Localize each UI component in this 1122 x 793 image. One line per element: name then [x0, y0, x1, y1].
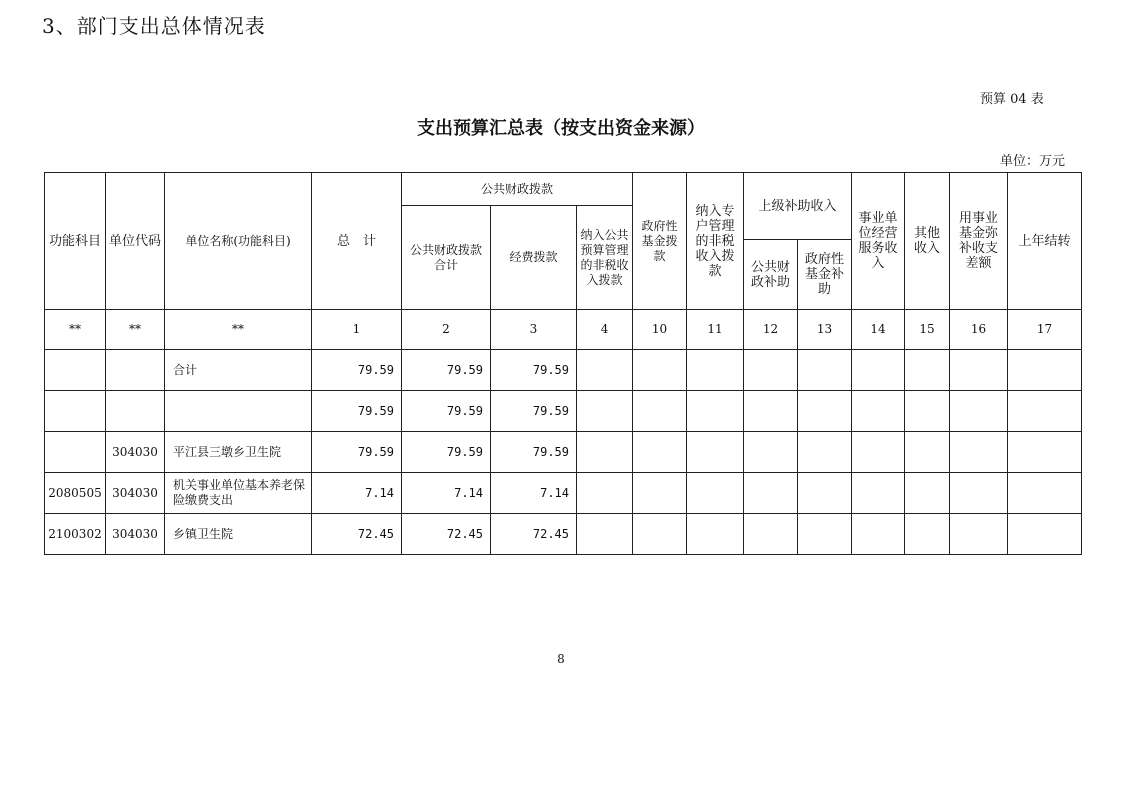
page-number: 8	[557, 652, 565, 666]
func-code-cell: 2100302	[45, 514, 106, 555]
header-unit-name: 单位名称(功能科目)	[165, 173, 312, 310]
operating-cell: 72.45	[491, 514, 577, 555]
empty-cell	[798, 473, 852, 514]
index-cell: 10	[633, 310, 687, 350]
operating-cell: 79.59	[491, 432, 577, 473]
func-code-cell	[45, 391, 106, 432]
index-row	[45, 310, 1082, 350]
empty-cell	[905, 473, 950, 514]
unit-code-cell	[106, 391, 165, 432]
index-cell: **	[106, 310, 165, 350]
index-cell: 3	[491, 310, 577, 350]
empty-cell	[633, 514, 687, 555]
empty-cell	[1008, 432, 1082, 473]
header-fund-balance: 用事业基金弥补收支差额	[950, 173, 1008, 310]
header-other-income: 其他收入	[905, 173, 950, 310]
section-title: 3、部门支出总体情况表	[42, 14, 266, 38]
func-code-cell	[45, 432, 106, 473]
total-cell: 79.59	[312, 391, 402, 432]
empty-cell	[905, 350, 950, 391]
total-cell: 79.59	[312, 432, 402, 473]
operating-cell: 79.59	[491, 350, 577, 391]
pf-total-cell: 79.59	[402, 432, 491, 473]
empty-cell	[577, 432, 633, 473]
empty-cell	[744, 473, 798, 514]
total-cell: 79.59	[312, 350, 402, 391]
table-row	[45, 514, 1082, 555]
empty-cell	[852, 350, 905, 391]
func-code-cell: 2080505	[45, 473, 106, 514]
empty-cell	[1008, 350, 1082, 391]
empty-cell	[687, 432, 744, 473]
empty-cell	[1008, 473, 1082, 514]
header-unit-code: 单位代码	[106, 173, 165, 310]
empty-cell	[687, 391, 744, 432]
index-cell: 4	[577, 310, 633, 350]
empty-cell	[633, 350, 687, 391]
unit-code-cell: 304030	[106, 473, 165, 514]
empty-cell	[633, 432, 687, 473]
empty-cell	[1008, 514, 1082, 555]
index-cell: 2	[402, 310, 491, 350]
empty-cell	[1008, 391, 1082, 432]
empty-cell	[687, 473, 744, 514]
index-cell: 17	[1008, 310, 1082, 350]
empty-cell	[744, 514, 798, 555]
total-cell: 72.45	[312, 514, 402, 555]
pf-total-cell: 7.14	[402, 473, 491, 514]
empty-cell	[687, 350, 744, 391]
empty-cell	[633, 473, 687, 514]
document-title: 支出预算汇总表（按支出资金来源）	[417, 118, 705, 139]
empty-cell	[798, 514, 852, 555]
operating-cell: 7.14	[491, 473, 577, 514]
empty-cell	[687, 514, 744, 555]
empty-cell	[852, 473, 905, 514]
empty-cell	[950, 350, 1008, 391]
header-business-income: 事业单位经营服务收入	[852, 173, 905, 310]
table-number: 预算 04 表	[980, 92, 1044, 107]
empty-cell	[852, 432, 905, 473]
index-cell: 14	[852, 310, 905, 350]
empty-cell	[905, 514, 950, 555]
unit-name-cell: 机关事业单位基本养老保险缴费支出	[165, 473, 312, 514]
empty-cell	[950, 514, 1008, 555]
operating-cell: 79.59	[491, 391, 577, 432]
empty-cell	[744, 391, 798, 432]
table-row	[45, 350, 1082, 391]
func-code-cell	[45, 350, 106, 391]
index-cell: **	[165, 310, 312, 350]
empty-cell	[852, 391, 905, 432]
unit-name-cell: 乡镇卫生院	[165, 514, 312, 555]
index-cell: 12	[744, 310, 798, 350]
header-special-nontax: 纳入专户管理的非税收入拨款	[687, 173, 744, 310]
empty-cell	[577, 391, 633, 432]
header-gov-fund-subsidy: 政府性基金补助	[798, 240, 852, 310]
unit-label: 单位：万元	[1000, 154, 1066, 169]
header-operating-funds: 经费拨款	[491, 206, 577, 310]
header-public-finance-subsidy: 公共财政补助	[744, 240, 798, 310]
unit-name-cell: 平江县三墩乡卫生院	[165, 432, 312, 473]
empty-cell	[852, 514, 905, 555]
empty-cell	[798, 391, 852, 432]
table-row	[45, 391, 1082, 432]
table-row	[45, 432, 1082, 473]
header-carryover: 上年结转	[1008, 173, 1082, 310]
unit-name-cell	[165, 391, 312, 432]
empty-cell	[905, 391, 950, 432]
index-cell: **	[45, 310, 106, 350]
empty-cell	[950, 391, 1008, 432]
header-func-code: 功能科目	[45, 173, 106, 310]
index-cell: 15	[905, 310, 950, 350]
empty-cell	[798, 350, 852, 391]
index-cell: 13	[798, 310, 852, 350]
pf-total-cell: 79.59	[402, 350, 491, 391]
empty-cell	[577, 514, 633, 555]
header-superior-subsidy: 上级补助收入	[744, 173, 852, 240]
empty-cell	[577, 350, 633, 391]
index-cell: 1	[312, 310, 402, 350]
unit-code-cell: 304030	[106, 432, 165, 473]
unit-code-cell	[106, 350, 165, 391]
pf-total-cell: 72.45	[402, 514, 491, 555]
budget-table	[44, 172, 1082, 555]
total-cell: 7.14	[312, 473, 402, 514]
empty-cell	[905, 432, 950, 473]
header-public-finance: 公共财政拨款	[402, 173, 633, 206]
header-public-budget-nontax: 纳入公共预算管理的非税收入拨款	[577, 206, 633, 310]
header-public-finance-total: 公共财政拨款合计	[402, 206, 491, 310]
header-total: 总 计	[312, 173, 402, 310]
empty-cell	[950, 432, 1008, 473]
header-gov-fund: 政府性基金拨款	[633, 173, 687, 310]
unit-name-cell: 合计	[165, 350, 312, 391]
unit-code-cell: 304030	[106, 514, 165, 555]
empty-cell	[577, 473, 633, 514]
table-row	[45, 473, 1082, 514]
index-cell: 11	[687, 310, 744, 350]
empty-cell	[950, 473, 1008, 514]
empty-cell	[744, 350, 798, 391]
empty-cell	[744, 432, 798, 473]
empty-cell	[798, 432, 852, 473]
empty-cell	[633, 391, 687, 432]
index-cell: 16	[950, 310, 1008, 350]
pf-total-cell: 79.59	[402, 391, 491, 432]
